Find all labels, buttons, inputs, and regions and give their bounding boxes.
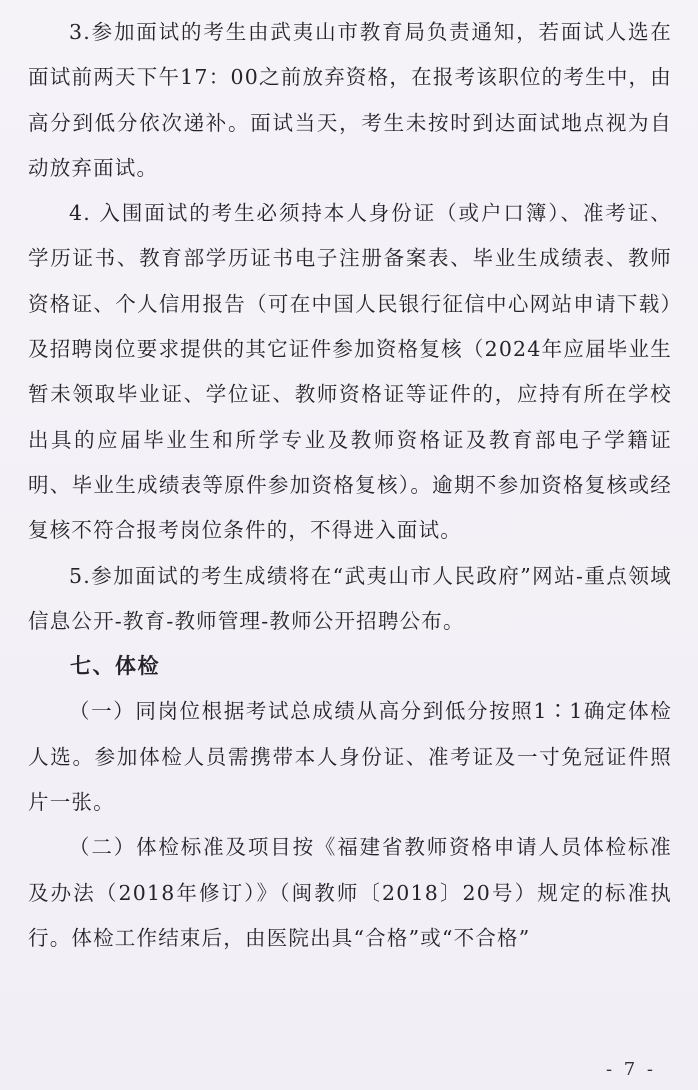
paragraph-score-publication: 5.参加面试的考生成绩将在“武夷山市人民政府”网站-重点领域信息公开-教育-教师管理-教师公开招聘公布。 (28, 563, 672, 633)
paragraph-exam-standards: （二）体检标准及项目按《福建省教师资格申请人员体检标准及办法（2018年修订）》（闽教师〔2018〕20号）规定的标准执行。体检工作结束后，由医院出具“合格”或“不合格” (28, 835, 672, 950)
paragraph-exam-candidates: （一）同岗位根据考试总成绩从高分到低分按照1∶1确定体检人选。参加体检人员需携带本人身份证、准考证及一寸免冠证件照片一张。 (28, 699, 672, 815)
paragraph-qualification-review: 4. 入围面试的考生必须持本人身份证（或户口簿）、准考证、学历证书、教育部学历证书电子注册备案表、毕业生成绩表、教师资格证、个人信用报告（可在中国人民银行征信中心网站申请下载）及招聘岗位要求提供的其它证件参加资格复核（2024年应届毕业生暂未领取毕业证、学位证、教师资格证等证件的，应持有所在学校出具的应届毕业生和所学专业及教师资格证及教育部电子学籍证明、毕业生成绩表等原件参加资格复核）。逾期不参加资格复核或经复核不符合报考岗位条件的，不得进入面试。 (28, 201, 672, 543)
section-heading-physical-exam: 七、体检 (70, 654, 160, 679)
paragraph-interview-notice: 3.参加面试的考生由武夷山市教育局负责通知，若面试人选在面试前两天下午17：00之前放弃资格，在报考该职位的考生中，由高分到低分依次递补。面试当天，考生未按时到达面试地点视为自动放弃面试。 (28, 20, 672, 180)
page-number: - 7 - (605, 1059, 656, 1080)
document-body (28, 10, 672, 961)
